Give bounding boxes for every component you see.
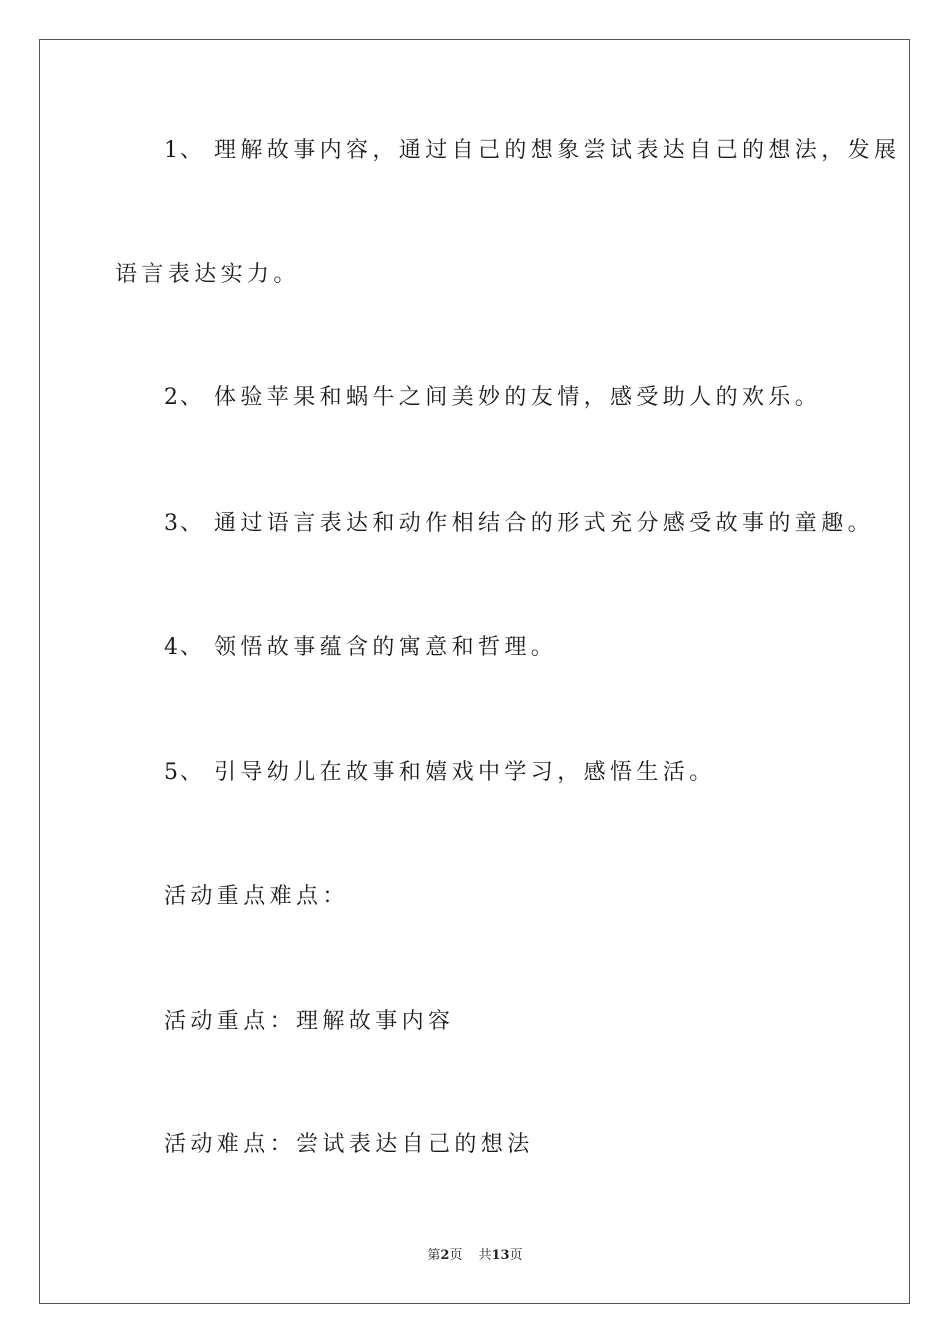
list-item-number: 3、	[164, 511, 204, 536]
list-item-1-continuation: 语言表达实力。	[115, 262, 300, 287]
list-item-number: 2、	[164, 385, 204, 410]
list-item-4	[164, 634, 557, 662]
list-item-text: 引导幼儿在故事和嬉戏中学习，感悟生活。	[214, 760, 716, 785]
list-item-3	[164, 510, 874, 538]
key-point: 活动重点：理解故事内容	[164, 1009, 455, 1034]
list-item-number: 5、	[164, 760, 204, 785]
list-item-2	[164, 384, 821, 412]
list-item-text: 通过语言表达和动作相结合的形式充分感受故事的童趣。	[214, 511, 875, 536]
list-item-text: 理解故事内容，通过自己的想象尝试表达自己的想法，发展	[214, 138, 901, 163]
list-item-text: 体验苹果和蜗牛之间美妙的友情，感受助人的欢乐。	[214, 385, 822, 410]
page-total: 13	[491, 1248, 510, 1263]
total-prefix: 共	[478, 1248, 492, 1263]
list-item-number: 1、	[164, 138, 204, 163]
page-footer	[0, 1247, 950, 1265]
difficult-point: 活动难点：尝试表达自己的想法	[164, 1132, 534, 1157]
total-suffix: 页	[509, 1248, 523, 1263]
page-number: 2	[440, 1248, 450, 1263]
list-item-text: 领悟故事蕴含的寓意和哲理。	[214, 635, 558, 660]
key-points-heading: 活动重点难点：	[164, 884, 349, 909]
page-prefix: 第	[427, 1248, 441, 1263]
page-border	[39, 39, 910, 1304]
list-item-number: 4、	[164, 635, 204, 660]
page-suffix: 页	[449, 1248, 463, 1263]
list-item-5	[164, 759, 716, 787]
list-item-1	[164, 137, 900, 165]
